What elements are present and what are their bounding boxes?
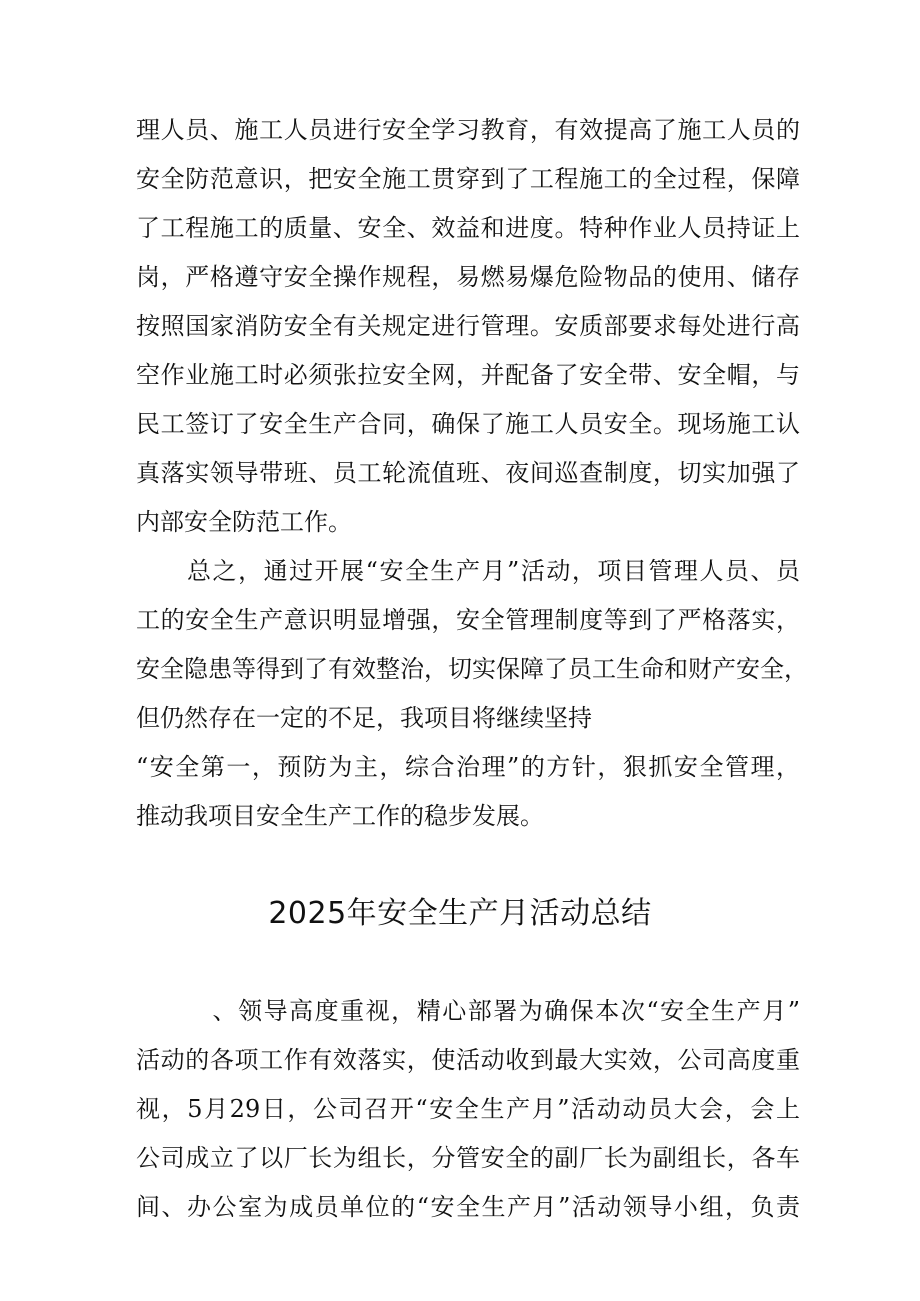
paragraph-line: 内部安全防范工作。 [136,508,352,536]
paragraph-line: 工的安全生产意识明显增强，安全管理制度等到了严格落实， [136,606,800,634]
paragraph-line: 了工程施工的质量、安全、效益和进度。特种作业人员持证上 [136,214,800,242]
paragraph-line: 安全防范意识，把安全施工贯穿到了工程施工的全过程，保障 [136,165,800,193]
paragraph-line: 总之，通过开展“安全生产月”活动，项目管理人员、员 [136,557,800,585]
paragraph-line: 民工签订了安全生产合同，确保了施工人员安全。现场施工认 [136,410,800,438]
document-title: 2025年安全生产月活动总结 [268,896,652,931]
paragraph-line: 公司成立了以厂长为组长，分管安全的副厂长为副组长，各车 [136,1144,800,1172]
paragraph-line: 理人员、施工人员进行安全学习教育，有效提高了施工人员的 [136,116,800,144]
paragraph-line: 推动我项目安全生产工作的稳步发展。 [136,802,544,830]
paragraph-line: “安全第一，预防为主，综合治理”的方针，狠抓安全管理， [136,753,800,781]
paragraph-line: 视，5月29日，公司召开“安全生产月”活动动员大会，会上 [136,1095,800,1123]
paragraph-line: 岗，严格遵守安全操作规程，易燃易爆危险物品的使用、储存 [136,263,800,291]
paragraph-line: 、领导高度重视，精心部署为确保本次“安全生产月” [136,997,800,1025]
paragraph-line: 间、办公室为成员单位的“安全生产月”活动领导小组，负责 [136,1193,800,1221]
paragraph-line: 按照国家消防安全有关规定进行管理。安质部要求每处进行高 [136,312,800,340]
paragraph-line: 但仍然存在一定的不足，我项目将继续坚持 [136,704,592,732]
paragraph-line: 空作业施工时必须张拉安全网，并配备了安全带、安全帽，与 [136,361,800,389]
paragraph-line: 安全隐患等得到了有效整治，切实保障了员工生命和财产安全， [136,655,808,683]
paragraph-line: 活动的各项工作有效落实，使活动收到最大实效，公司高度重 [136,1046,800,1074]
paragraph-line: 真落实领导带班、员工轮流值班、夜间巡查制度，切实加强了 [136,459,800,487]
